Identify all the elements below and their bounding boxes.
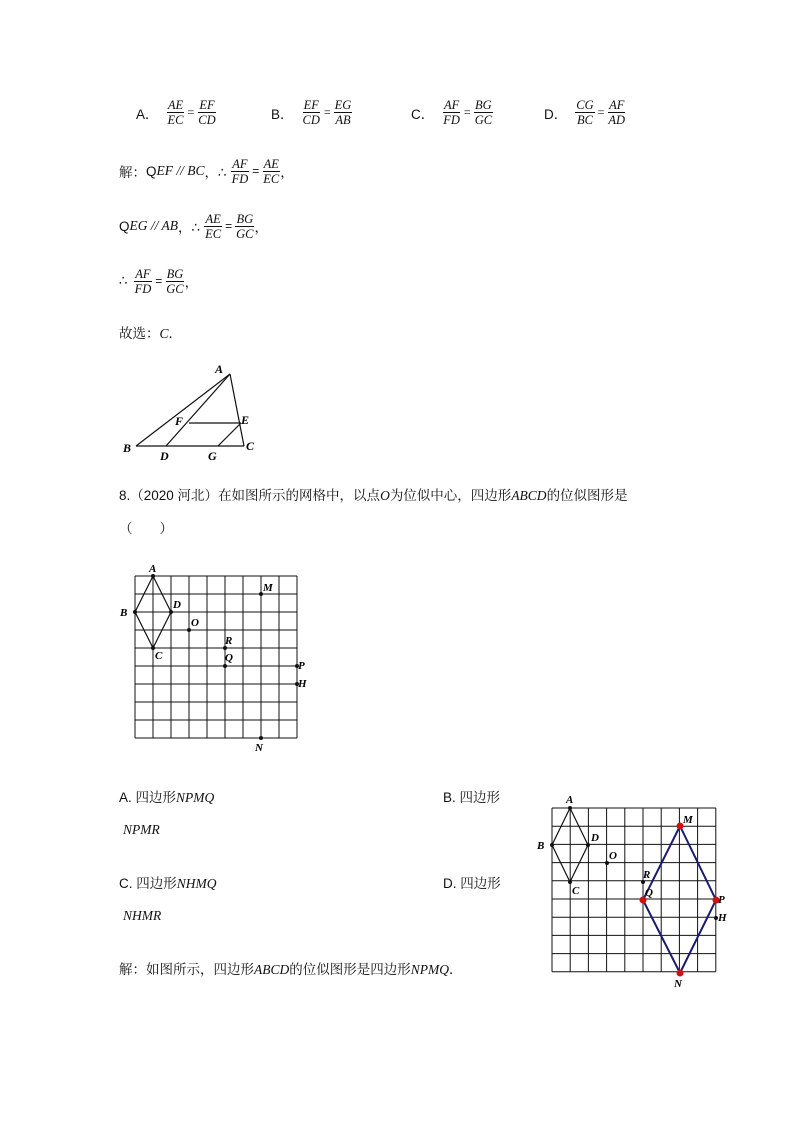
point-b [133, 610, 137, 614]
q7-option-a [136, 98, 271, 127]
therefore-symbol: ∴ [119, 273, 128, 288]
label-a: A [149, 563, 157, 575]
label-b: B [120, 607, 128, 619]
denominator: GC [166, 281, 184, 296]
label-n: N [674, 978, 682, 990]
triangle-lines [136, 374, 244, 446]
label-q: Q [645, 887, 653, 899]
option-label: C. [119, 876, 133, 891]
equals-sign: = [225, 219, 233, 233]
label-r: R [643, 869, 651, 881]
numerator: BG [166, 266, 184, 281]
fraction [474, 98, 493, 127]
fraction [442, 98, 461, 127]
fraction [134, 267, 153, 296]
math-o: O [380, 488, 390, 503]
math-abcd: ABCD [511, 488, 547, 503]
point-n [259, 736, 263, 740]
q8-option-b [443, 786, 500, 806]
numerator: AF [443, 98, 460, 112]
solution7-line1 [119, 153, 294, 189]
segment-ba [136, 374, 230, 446]
option-label: D. [443, 876, 457, 891]
label-h: H [298, 678, 307, 690]
denominator: BC [576, 113, 593, 127]
answer-prefix: 故选： [119, 326, 160, 341]
segment-da [166, 374, 230, 446]
solution-prefix: 解： [119, 165, 146, 180]
numerator: EF [199, 98, 215, 112]
fraction [165, 267, 184, 296]
q7-option-c [411, 98, 544, 127]
label-b: B [123, 441, 132, 455]
option-label: A． [136, 106, 159, 122]
label-d: D [591, 832, 599, 844]
point-a [568, 806, 572, 810]
numerator: BG [475, 98, 492, 112]
option-text: 四边形 [135, 790, 177, 805]
label-a: A [215, 362, 224, 376]
numerator: CG [576, 98, 594, 112]
solution-text: 的位似图形是四边形 [289, 962, 411, 977]
math-answer: NPMQ [410, 962, 449, 977]
option-math: NPMQ [176, 790, 215, 805]
question8-blank: （ ） [119, 521, 173, 536]
label-c: C [246, 439, 255, 453]
comma: ， [184, 275, 199, 290]
equals-sign: = [463, 105, 471, 119]
numerator: AF [232, 156, 248, 171]
math-abcd: ABCD [254, 962, 290, 977]
label-c: C [155, 650, 163, 662]
numerator: AE [167, 98, 184, 112]
label-o: O [191, 617, 199, 629]
label-n: N [255, 742, 263, 754]
q8-option-d [443, 872, 501, 892]
fraction [167, 98, 185, 127]
q7-options [136, 98, 676, 127]
point-d [586, 843, 590, 847]
equals-sign: = [155, 274, 163, 288]
denominator: GC [236, 226, 254, 241]
point-c [568, 880, 572, 884]
denominator: CD [302, 113, 320, 127]
answer7 [119, 322, 182, 342]
label-d: D [160, 449, 169, 460]
point-b [550, 843, 554, 847]
question-source: （2020 河北） [130, 488, 219, 503]
label-m: M [683, 814, 693, 826]
question-text: 的位似图形是 [546, 488, 628, 503]
therefore-symbol: ，∴ [178, 220, 201, 235]
denominator: AD [608, 113, 626, 127]
label-b: B [537, 840, 545, 852]
equals-sign: = [187, 105, 195, 119]
equals-sign: = [597, 105, 605, 119]
option-text: 四边形 [136, 876, 177, 891]
fraction [302, 98, 321, 127]
period: ． [449, 962, 463, 977]
denominator: GC [474, 113, 493, 127]
parallel-condition: EG // AB [129, 218, 179, 233]
point-q [223, 664, 227, 668]
denominator: FD [134, 281, 152, 296]
label-q: Q [225, 652, 233, 664]
fraction [231, 157, 250, 186]
triangle-figure [118, 360, 268, 460]
label-p: P [298, 660, 305, 672]
q8-option-b-math: NPMR [123, 822, 160, 837]
fraction [334, 98, 353, 127]
grid-figure-solution [534, 790, 734, 995]
label-r: R [225, 635, 233, 647]
label-d: D [173, 599, 181, 611]
solution8 [119, 958, 463, 978]
fraction [575, 98, 594, 127]
segment-eg [218, 423, 241, 446]
equals-sign: = [323, 105, 331, 119]
q8-option-d-math: NHMR [123, 908, 162, 923]
option-label: B． [271, 106, 294, 122]
label-e: E [241, 413, 250, 427]
question-number: 8. [119, 488, 131, 503]
fraction [235, 212, 254, 241]
because-symbol: Q [119, 218, 130, 234]
option-text: 四边形 [460, 876, 501, 891]
denominator: EC [263, 171, 280, 186]
label-o: O [609, 850, 617, 862]
answer-value: C [159, 326, 169, 341]
fraction [262, 157, 280, 186]
option-math: NHMQ [176, 876, 217, 891]
comma: ， [280, 165, 294, 180]
fraction [197, 98, 216, 127]
solution-text: 解：如图所示，四边形 [119, 962, 254, 977]
numerator: EG [334, 98, 352, 112]
denominator: FD [231, 171, 249, 186]
equals-sign: = [252, 164, 260, 178]
numerator: AE [263, 156, 279, 171]
option-label: A. [119, 790, 132, 805]
because-symbol: Q [146, 163, 157, 179]
label-h: H [718, 912, 727, 924]
comma: ， [254, 220, 268, 235]
label-c: C [572, 885, 580, 897]
period: ． [168, 326, 183, 341]
denominator: AB [335, 113, 351, 127]
question8-text [119, 484, 628, 504]
q8-option-c [119, 872, 217, 892]
denominator: FD [443, 113, 460, 127]
q7-option-d [544, 98, 626, 127]
option-label: C． [411, 106, 435, 122]
segment-ac [230, 374, 244, 446]
label-p: P [718, 894, 725, 906]
label-g: G [208, 449, 217, 460]
option-label: B. [443, 790, 456, 805]
solution7-line2 [119, 208, 268, 244]
numerator: AF [135, 266, 151, 281]
fraction [204, 212, 222, 241]
fraction [607, 98, 626, 127]
numerator: AF [609, 98, 625, 112]
question-text: 在如图所示的网格中，以点 [218, 488, 381, 503]
q7-option-b [271, 98, 411, 127]
numerator: BG [236, 211, 254, 226]
denominator: EC [167, 113, 184, 127]
denominator: CD [198, 113, 216, 127]
label-a: A [566, 794, 574, 806]
numerator: AE [205, 211, 221, 226]
denominator: EC [205, 226, 222, 241]
numerator: EF [303, 98, 319, 112]
grid-figure-question [116, 560, 316, 755]
q8-option-a [119, 786, 214, 806]
option-label: D． [544, 106, 568, 122]
solution7-line3 [119, 263, 198, 299]
option-text: 四边形 [459, 790, 501, 805]
label-f: F [175, 414, 184, 428]
parallel-condition: EF // BC [156, 163, 205, 178]
label-m: M [263, 582, 273, 594]
question-text: 为位似中心，四边形 [389, 488, 512, 503]
point-n [677, 970, 684, 977]
therefore-symbol: ，∴ [204, 165, 227, 180]
